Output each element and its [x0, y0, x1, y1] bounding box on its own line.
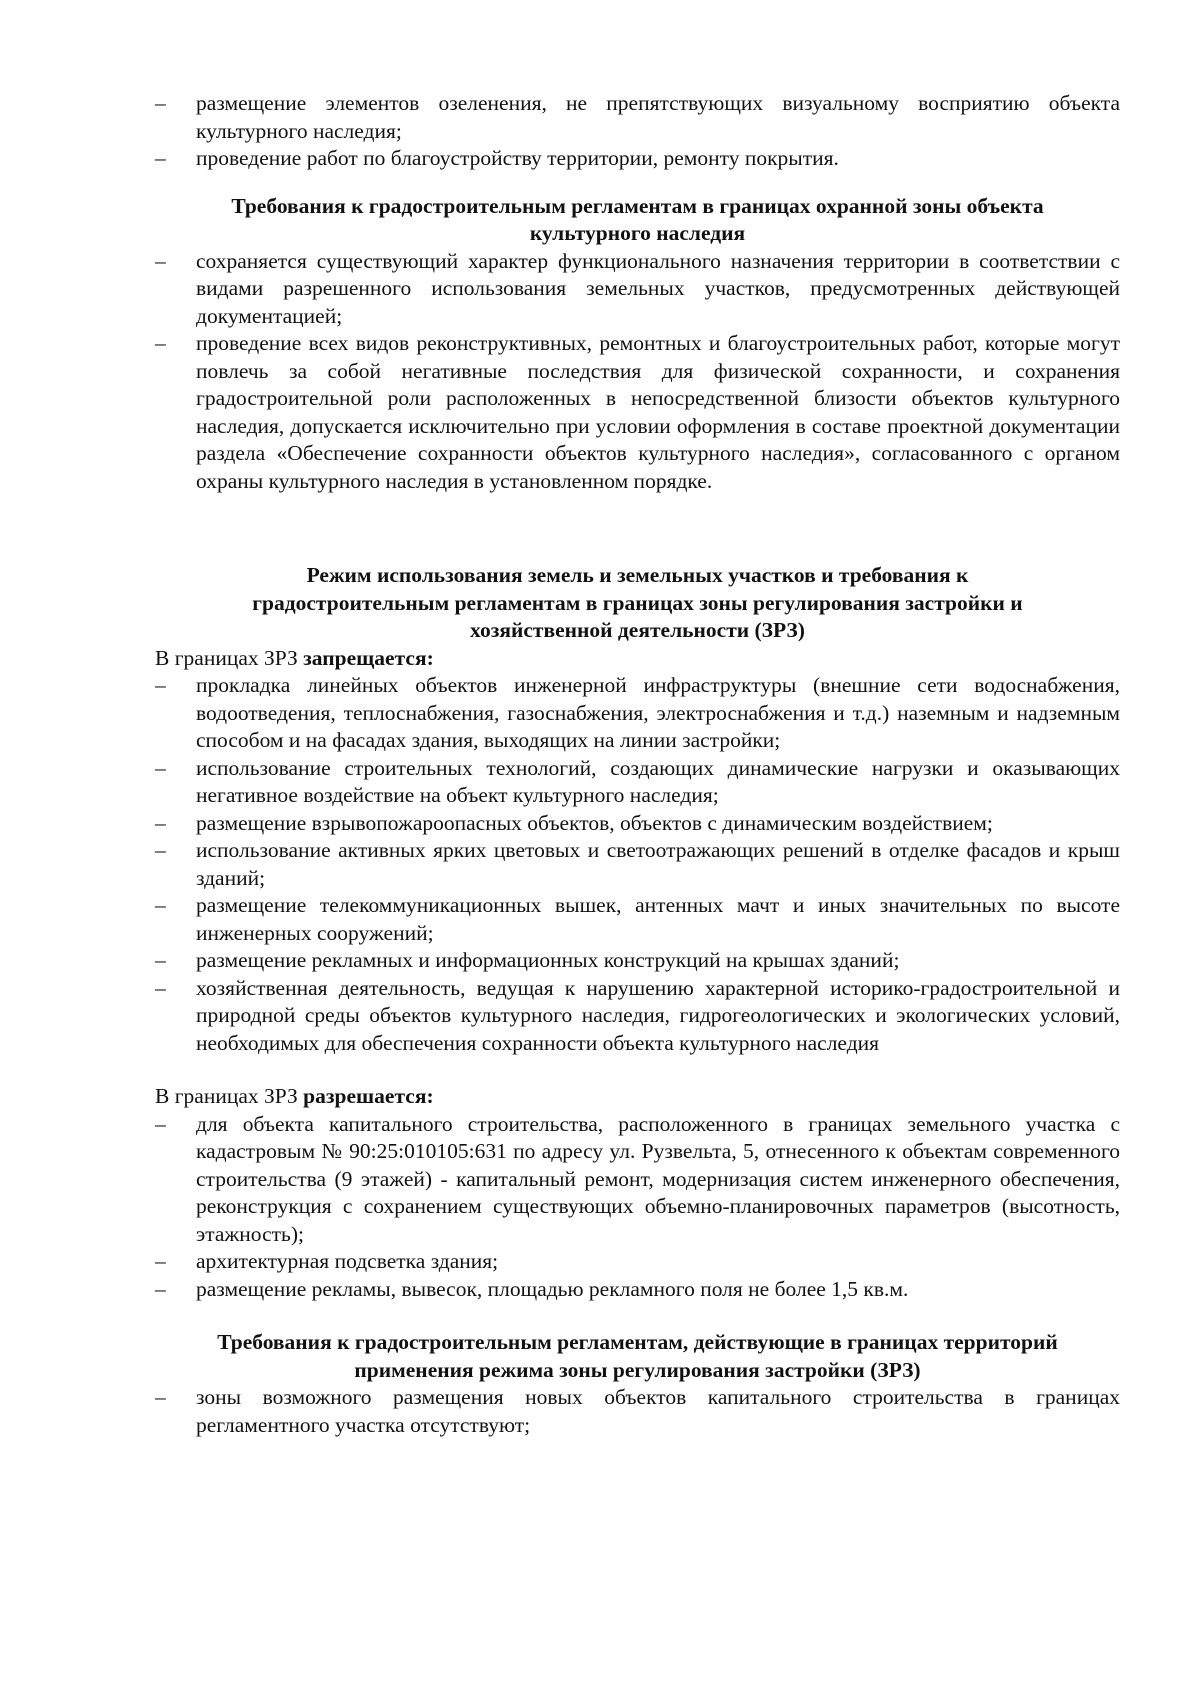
- list-item: – размещение телекоммуникационных вышек, антенных мачт и иных значительных по высоте инженерных сооружений;: [155, 892, 1120, 947]
- list-item: – проведение всех видов реконструктивных, ремонтных и благоустроительных работ, которые могут повлечь за собой негативные последствия для физической сохранности, и сохранения градостроительной роли расположенных в непосредственной близости объектов культурного наследия, допускается исключительно при условии оформления в составе проектной документации раздела «Обеспечение сохранности объектов культурного наследия», согласованного с органом охраны культурного наследия в установленном порядке.: [155, 330, 1120, 495]
- intro-bold: разрешается:: [303, 1084, 434, 1108]
- heading-line: Режим использования земель и земельных участков и требования к: [306, 563, 969, 587]
- list-item: – хозяйственная деятельность, ведущая к нарушению характерной историко-градостроительной и природной среды объектов культурного наследия, гидрогеологических и экологических условий, необходимых для обеспечения сохранности объекта культурного наследия: [155, 975, 1120, 1058]
- allowed-list: [155, 1111, 1120, 1304]
- heading-line: хозяйственной деятельности (ЗРЗ): [470, 618, 805, 642]
- prohibited-list: [155, 672, 1120, 1057]
- list-item: – размещение рекламных и информационных конструкций на крышах зданий;: [155, 947, 1120, 975]
- heading-line: применения режима зоны регулирования застройки (ЗРЗ): [354, 1357, 921, 1382]
- prohibited-intro: [155, 645, 1120, 673]
- intro-text: В границах ЗРЗ: [155, 1084, 304, 1108]
- list-item: – зоны возможного размещения новых объектов капитального строительства в границах регламентного участка отсутствуют;: [155, 1384, 1120, 1439]
- list-item: – архитектурная подсветка здания;: [155, 1248, 1120, 1276]
- protection-zone-heading: [155, 193, 1120, 248]
- list-item: – прокладка линейных объектов инженерной инфраструктуры (внешние сети водоснабжения, водоотведения, теплоснабжения, газоснабжения, электроснабжения и т.д.) наземным и надземным способом и на фасадах здания, выходящих на линии застройки;: [155, 672, 1120, 755]
- heading-line: Требования к градостроительным регламентам в границах охранной зоны объекта: [231, 193, 1044, 218]
- list-item: – использование активных ярких цветовых и светоотражающих решений в отделке фасадов и крыш зданий;: [155, 837, 1120, 892]
- zrz-requirements-list: [155, 1384, 1120, 1439]
- list-item: – использование строительных технологий, создающих динамические нагрузки и оказывающих негативное воздействие на объект культурного наследия;: [155, 755, 1120, 810]
- heading-line: градостроительным регламентам в границах зоны регулирования застройки и: [252, 590, 1023, 615]
- heading-line: культурного наследия: [529, 221, 746, 245]
- protection-zone-list: [155, 248, 1120, 496]
- list-item: – размещение взрывопожароопасных объектов, объектов с динамическим воздействием;: [155, 810, 1120, 838]
- zrz-requirements-heading: [155, 1329, 1120, 1384]
- intro-text: В границах ЗРЗ: [155, 645, 304, 670]
- allowed-intro: [155, 1083, 1120, 1111]
- intro-bold: запрещается:: [303, 645, 434, 670]
- list-item: – проведение работ по благоустройству территории, ремонту покрытия.: [155, 145, 1120, 173]
- heading-line: Требования к градостроительным регламентам, действующие в границах территорий: [217, 1330, 1058, 1354]
- list-item: – размещение элементов озеленения, не препятствующих визуальному восприятию объекта культурного наследия;: [155, 90, 1120, 145]
- list-item: – сохраняется существующий характер функционального назначения территории в соответствии с видами разрешенного использования земельных участков, предусмотренных действующей документацией;: [155, 248, 1120, 331]
- zrz-regime-heading: [155, 562, 1120, 645]
- list-item: – для объекта капитального строительства, расположенного в границах земельного участка с кадастровым № 90:25:010105:631 по адресу ул. Рузвельта, 5, отнесенного к объектам современного строительства (9 этажей) - капитальный ремонт, модернизация систем инженерного обеспечения, реконструкция с сохранением существующих объемно-планировочных параметров (высотность, этажность);: [155, 1111, 1120, 1249]
- greening-list: [155, 90, 1120, 173]
- list-item: – размещение рекламы, вывесок, площадью рекламного поля не более 1,5 кв.м.: [155, 1276, 1120, 1304]
